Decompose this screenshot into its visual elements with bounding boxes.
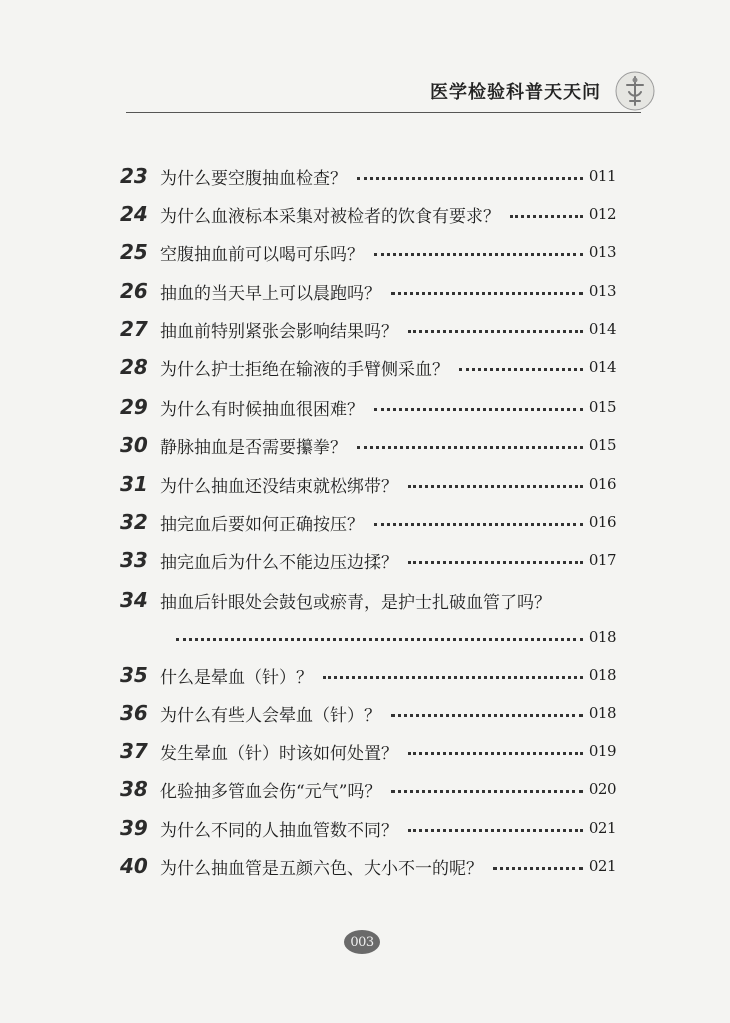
toc-leader-dots <box>374 408 583 411</box>
toc-leader-dots <box>374 523 583 526</box>
toc-entry-page: 013 <box>588 282 616 300</box>
toc-entry-number: 24 <box>120 202 148 226</box>
toc-leader-dots <box>408 561 583 564</box>
toc-entry-page: 021 <box>588 857 616 875</box>
toc-leader-dots <box>323 676 583 679</box>
toc-entry-number: 35 <box>120 663 148 687</box>
toc-entry-title: 抽血后针眼处会鼓包或瘀青，是护士扎破血管了吗？ <box>160 592 551 613</box>
toc-entry-number: 25 <box>120 240 148 264</box>
toc-entry-number: 34 <box>120 588 148 612</box>
toc-entry[interactable] <box>120 507 616 537</box>
toc-entry[interactable] <box>120 392 616 422</box>
toc-entry-title: 抽血前特别紧张会影响结果吗？ <box>160 321 398 342</box>
toc-entry-number: 26 <box>120 279 148 303</box>
toc-entry[interactable] <box>120 314 616 344</box>
toc-entry-title: 抽完血后为什么不能边压边揉？ <box>160 552 398 573</box>
toc-entry-title: 为什么护士拒绝在输液的手臂侧采血？ <box>160 359 449 380</box>
toc-entry-page: 018 <box>588 704 616 722</box>
toc-entry-page: 020 <box>588 780 616 798</box>
running-header-title: 医学检验科普天天问 <box>430 82 601 103</box>
toc-entry-page: 017 <box>588 551 616 569</box>
toc-entry-page: 019 <box>588 742 616 760</box>
toc-entry[interactable] <box>120 237 616 267</box>
toc-entry-number: 28 <box>120 355 148 379</box>
toc-leader-dots <box>391 790 582 793</box>
toc-entry-number: 31 <box>120 472 148 496</box>
toc-leader-dots <box>408 330 583 333</box>
toc-leader-dots <box>357 177 583 180</box>
toc-entry-title: 什么是晕血（针）？ <box>160 667 313 688</box>
toc-entry-title: 为什么血液标本采集对被检者的饮食有要求？ <box>160 206 500 227</box>
toc-entry-page: 015 <box>588 436 616 454</box>
toc-entry-page: 014 <box>588 320 616 338</box>
toc-leader-dots <box>408 752 583 755</box>
toc-entry-number: 38 <box>120 777 148 801</box>
toc-entry-continuation[interactable] <box>160 622 616 652</box>
toc-entry-title: 为什么要空腹抽血检查？ <box>160 168 347 189</box>
toc-entry-title: 抽血的当天早上可以晨跑吗？ <box>160 283 381 304</box>
page-number: 003 <box>350 934 374 950</box>
book-logo-icon <box>614 70 656 112</box>
toc-entry-number: 30 <box>120 433 148 457</box>
toc-entry-page: 018 <box>588 666 616 684</box>
toc-entry-page: 016 <box>588 475 616 493</box>
toc-entry-title: 抽完血后要如何正确按压？ <box>160 514 364 535</box>
toc-entry-number: 37 <box>120 739 148 763</box>
header-divider <box>126 112 641 113</box>
toc-leader-dots <box>391 714 583 717</box>
toc-entry[interactable] <box>120 851 616 881</box>
toc-leader-dots <box>408 829 583 832</box>
toc-entry-title: 静脉抽血是否需要攥拳？ <box>160 437 347 458</box>
toc-entry-number: 32 <box>120 510 148 534</box>
toc-entry-number: 33 <box>120 548 148 572</box>
toc-entry-title: 为什么抽血管是五颜六色、大小不一的呢？ <box>160 858 483 879</box>
toc-entry-number: 23 <box>120 164 148 188</box>
toc-entry-title: 化验抽多管血会伤“元气”吗？ <box>160 781 382 802</box>
toc-entry-page: 013 <box>588 243 616 261</box>
toc-entry-page: 021 <box>588 819 616 837</box>
toc-entry-number: 39 <box>120 816 148 840</box>
toc-entry-page: 015 <box>588 398 616 416</box>
toc-leader-dots <box>459 368 583 371</box>
toc-entry[interactable] <box>120 660 616 690</box>
toc-entry-number: 29 <box>120 395 148 419</box>
toc-entry-title: 为什么有时候抽血很困难？ <box>160 399 364 420</box>
toc-entry-page: 014 <box>588 358 616 376</box>
toc-leader-dots <box>510 215 583 218</box>
toc-entry-title: 为什么不同的人抽血管数不同？ <box>160 820 398 841</box>
toc-entry-page: 011 <box>588 167 616 185</box>
toc-leader-dots <box>357 446 583 449</box>
toc-entry[interactable] <box>120 199 616 229</box>
toc-entry-number: 27 <box>120 317 148 341</box>
toc-entry[interactable] <box>120 469 616 499</box>
toc-entry[interactable] <box>120 161 616 191</box>
toc-entry-title: 为什么抽血还没结束就松绑带？ <box>160 476 398 497</box>
toc-entry[interactable] <box>120 698 616 728</box>
toc-leader-dots <box>176 638 583 641</box>
toc-entry-title: 为什么有些人会晕血（针）？ <box>160 705 381 726</box>
toc-entry[interactable] <box>120 430 616 460</box>
toc-entry[interactable] <box>120 352 616 382</box>
toc-leader-dots <box>374 253 583 256</box>
toc-entry[interactable] <box>120 276 616 306</box>
toc-entry-number: 36 <box>120 701 148 725</box>
toc-entry-title: 空腹抽血前可以喝可乐吗？ <box>160 244 364 265</box>
toc-leader-dots <box>408 485 583 488</box>
toc-entry[interactable] <box>120 813 616 843</box>
toc-entry[interactable] <box>120 774 616 804</box>
toc-entry[interactable] <box>120 585 616 615</box>
page-number-badge <box>344 930 380 954</box>
toc-entry-page: 018 <box>588 628 616 646</box>
toc-entry-title: 发生晕血（针）时该如何处置？ <box>160 743 398 764</box>
toc-leader-dots <box>493 867 583 870</box>
toc-entry-number: 40 <box>120 854 148 878</box>
toc-entry[interactable] <box>120 736 616 766</box>
toc-entry-page: 012 <box>588 205 616 223</box>
toc-entry[interactable] <box>120 545 616 575</box>
toc-leader-dots <box>391 292 583 295</box>
toc-entry-page: 016 <box>588 513 616 531</box>
